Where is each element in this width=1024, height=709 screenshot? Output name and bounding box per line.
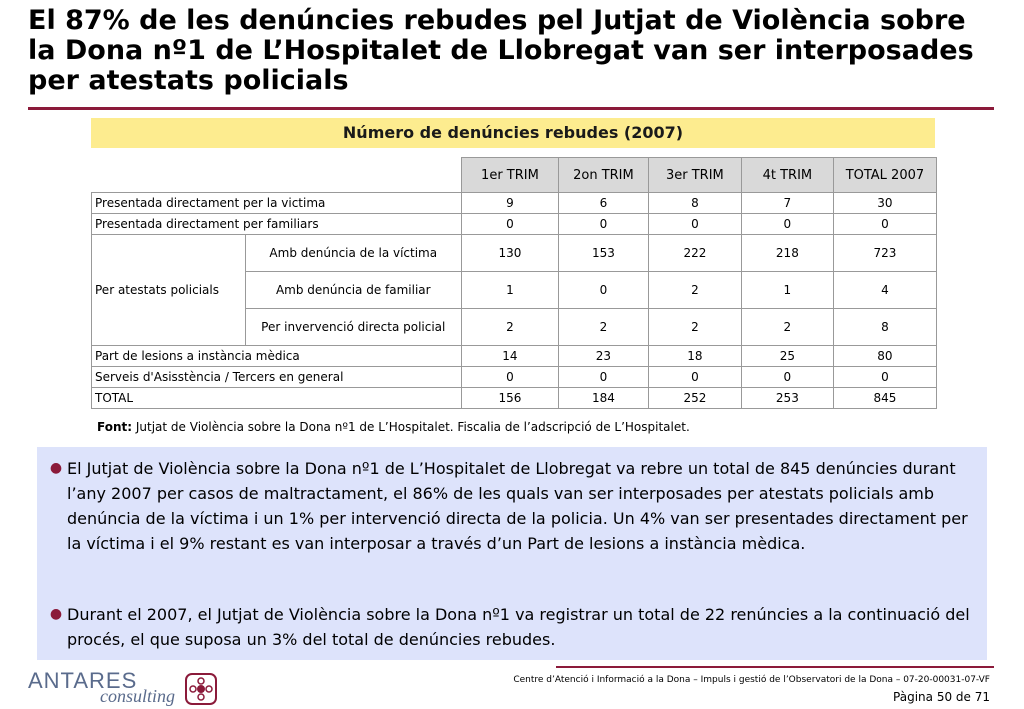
cell: 2 [648,272,741,309]
row-label: Presentada directament per la victima [92,193,462,214]
bullet-dot-icon: ● [49,460,63,476]
cell: 2 [648,309,741,346]
cell: 14 [461,346,558,367]
row-label: Presentada directament per familiars [92,214,462,235]
logo-text: ANTARES [28,668,138,693]
cell: 4 [833,272,936,309]
row-label: Serveis d'Asisstència / Tercers en general [92,367,462,388]
logo-subtext: consulting [100,686,175,706]
cell: 845 [833,388,936,409]
bullet-item [45,602,979,652]
cell: 130 [461,235,558,272]
row-label: Part de lesions a instància mèdica [92,346,462,367]
cell: 0 [648,214,741,235]
cell: 252 [648,388,741,409]
cell: 6 [558,193,648,214]
cell: 0 [741,367,833,388]
cell: 9 [461,193,558,214]
cell: 80 [833,346,936,367]
table-row [92,214,937,235]
cell: 8 [648,193,741,214]
table-header-row [92,158,937,193]
cell: 0 [461,367,558,388]
cell: 184 [558,388,648,409]
cell: 1 [741,272,833,309]
bullet-text: Durant el 2007, el Jutjat de Violència sobre la Dona nº1 va registrar un total de 22 renúncies a la continuació del procés, el que suposa un 3% del total de denúncies rebudes. [67,605,970,649]
cell: 253 [741,388,833,409]
bullet-dot-icon: ● [49,606,63,622]
cell: 0 [461,214,558,235]
row-label: TOTAL [92,388,462,409]
table-row [92,193,937,214]
cell: 0 [648,367,741,388]
flower-logo-icon [185,673,217,705]
table-row [92,367,937,388]
col-header: TOTAL 2007 [833,158,936,193]
page-title: El 87% de les denúncies rebudes pel Jutjat de Violència sobre la Dona nº1 de L’Hospitalet de Llobregat van ser interposades per atestats policials [28,5,974,96]
row-group-label: Per atestats policials [92,235,246,346]
cell: 0 [558,214,648,235]
col-header: 1er TRIM [461,158,558,193]
row-label: Per invervenció directa policial [245,309,461,346]
cell: 218 [741,235,833,272]
cell: 23 [558,346,648,367]
cell: 2 [741,309,833,346]
cell: 18 [648,346,741,367]
bullet-item [45,456,979,556]
cell: 2 [558,309,648,346]
cell: 8 [833,309,936,346]
row-label: Amb denúncia de la víctima [245,235,461,272]
cell: 1 [461,272,558,309]
cell: 222 [648,235,741,272]
cell: 0 [558,272,648,309]
table-row [92,235,937,272]
complaints-table [91,157,937,409]
table-caption: Número de denúncies rebudes (2007) [91,118,935,148]
table-row [92,346,937,367]
cell: 723 [833,235,936,272]
summary-box [37,447,987,660]
cell: 0 [833,214,936,235]
title-divider [28,107,994,110]
source-text: Jutjat de Violència sobre la Dona nº1 de L’Hospitalet. Fiscalia de l’adscripció de L’Hospitalet. [135,420,690,434]
table-total-row [92,388,937,409]
footer-text: Centre d’Atenció i Informació a la Dona – Impuls i gestió de l’Observatori de la Dona – 07-20-00031-07-VF [513,675,990,685]
bullet-text: El Jutjat de Violència sobre la Dona nº1 de L’Hospitalet de Llobregat va rebre un total de 845 denúncies durant l’any 2007 per casos de maltractament, el 86% de les quals van ser interposades per atestats policials amb denúncia de la víctima i un 1% per intervenció directa de la policia. Un 4% van ser presentades directament per la víctima i el 9% restant es van interposar a través d’un Part de lesions a instància mèdica. [67,459,968,553]
cell: 156 [461,388,558,409]
col-header: 4t TRIM [741,158,833,193]
page-number: Pàgina 50 de 71 [893,690,990,704]
cell: 0 [741,214,833,235]
cell: 2 [461,309,558,346]
cell: 153 [558,235,648,272]
table-source [97,420,690,434]
cell: 0 [558,367,648,388]
cell: 25 [741,346,833,367]
footer-divider [556,666,994,668]
cell: 0 [833,367,936,388]
col-header: 3er TRIM [648,158,741,193]
cell: 7 [741,193,833,214]
cell: 30 [833,193,936,214]
col-header: 2on TRIM [558,158,648,193]
row-label: Amb denúncia de familiar [245,272,461,309]
source-label: Font: [97,420,133,434]
